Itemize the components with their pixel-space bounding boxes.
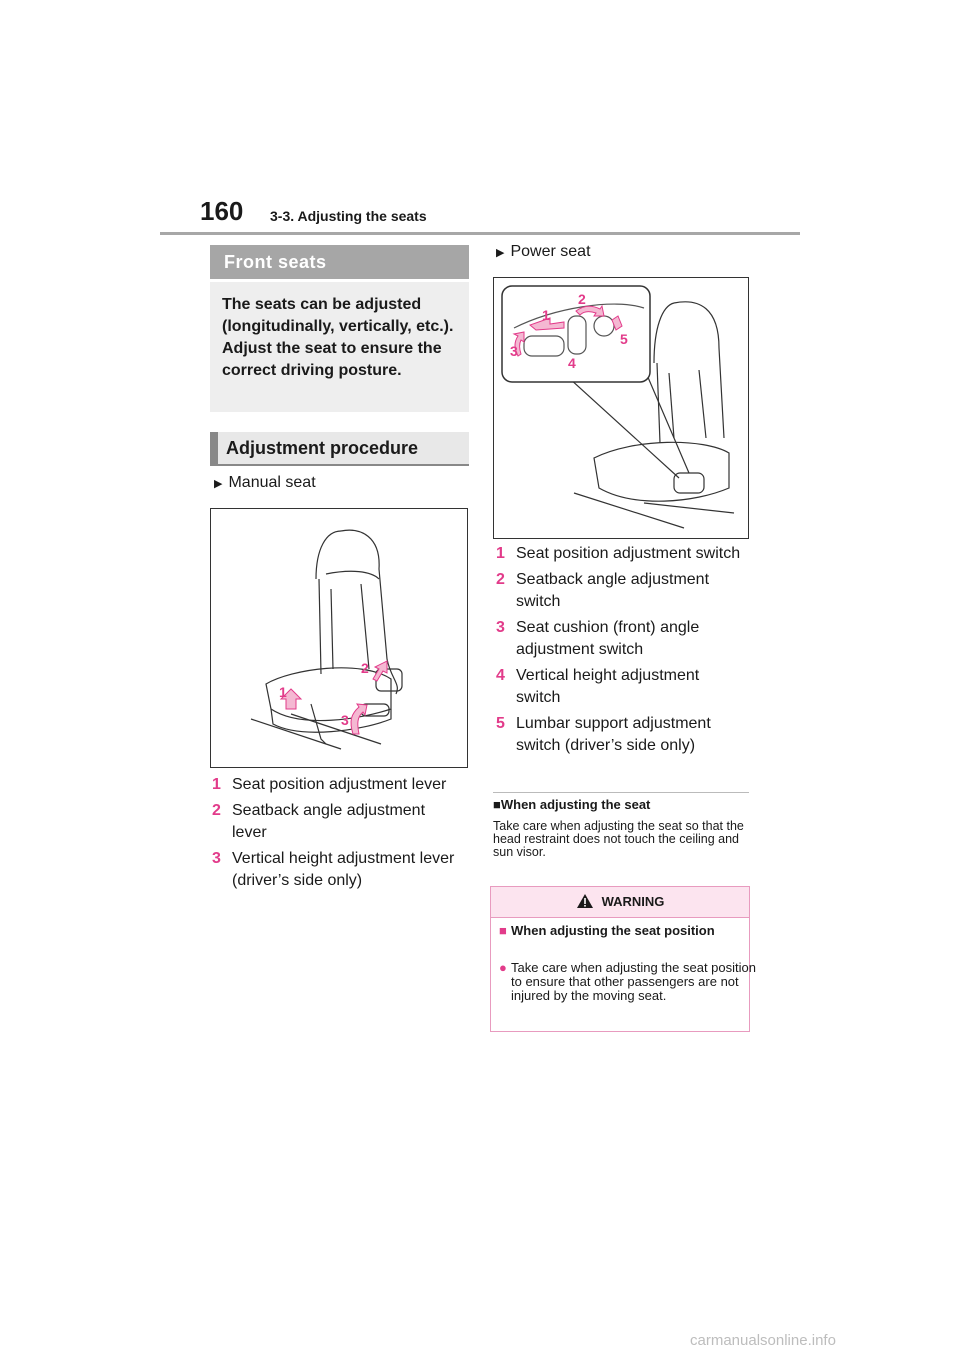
manual-seat-figure xyxy=(210,508,468,768)
manual-seat-label xyxy=(214,474,316,492)
note-heading-text: When adjusting the seat xyxy=(500,797,651,812)
item-number: 1 xyxy=(496,545,505,562)
list-item xyxy=(212,774,462,796)
item-text: Vertical height adjustment lever (driver’s side only) xyxy=(232,850,455,889)
power-callout-5: 5 xyxy=(620,331,628,347)
manual-seat-illustration xyxy=(211,509,467,767)
power-seat-list xyxy=(496,543,746,761)
manual-callout-2: 2 xyxy=(361,660,369,676)
manual-seat-list xyxy=(212,774,462,896)
warning-title: WARNING xyxy=(601,894,665,909)
list-item xyxy=(496,617,746,661)
triangle-bullet-icon: ▶ xyxy=(496,247,505,259)
front-seats-heading: Front seats xyxy=(210,245,469,279)
section-title: 3-3. Adjusting the seats xyxy=(270,208,427,224)
list-item xyxy=(496,569,746,613)
item-number: 4 xyxy=(496,667,505,684)
warning-subheading xyxy=(499,923,756,938)
item-text: Seatback angle adjustment switch xyxy=(516,571,710,610)
note-text: Take care when adjusting the seat so that the head restraint does not touch the ceiling and sun visor. xyxy=(493,819,744,859)
bullet-icon: ● xyxy=(499,960,507,975)
intro-box: The seats can be adjusted (longitudinally, vertically, etc.). Adjust the seat to ensure the correct driving posture. xyxy=(210,282,469,412)
item-number: 3 xyxy=(212,850,221,867)
item-text: Seatback angle adjustment lever xyxy=(232,802,426,841)
power-seat-illustration xyxy=(494,278,748,538)
item-text: Vertical height adjustment switch xyxy=(516,667,700,706)
item-text: Seat position adjustment switch xyxy=(516,545,741,562)
note-marker-icon: ■ xyxy=(493,797,501,812)
item-number: 2 xyxy=(212,802,221,819)
list-item xyxy=(496,665,746,709)
warning-text-body: Take care when adjusting the seat position to ensure that other passengers are not injured by the moving seat. xyxy=(511,960,756,1003)
power-callout-1: 1 xyxy=(542,307,550,323)
list-item xyxy=(496,713,746,757)
page-number: 160 xyxy=(200,196,244,226)
item-text: Lumbar support adjustment switch (driver’s side only) xyxy=(516,715,711,754)
manual-callout-1: 1 xyxy=(279,684,287,700)
warning-header xyxy=(491,887,749,918)
power-seat-label xyxy=(496,243,591,261)
list-item xyxy=(212,848,462,892)
warning-subheading-text: When adjusting the seat position xyxy=(511,923,715,938)
list-item xyxy=(496,543,746,565)
manual-callout-3: 3 xyxy=(341,712,349,728)
power-callout-2: 2 xyxy=(578,291,586,307)
adjustment-procedure-heading: Adjustment procedure xyxy=(210,432,469,466)
warning-triangle-icon xyxy=(576,893,594,909)
item-text: Seat position adjustment lever xyxy=(232,776,447,793)
note-heading xyxy=(493,797,650,812)
item-number: 5 xyxy=(496,715,505,732)
power-callout-4: 4 xyxy=(568,355,576,371)
power-seat-label-text: Power seat xyxy=(510,243,591,260)
item-text: Seat cushion (front) angle adjustment switch xyxy=(516,619,700,658)
power-callout-3: 3 xyxy=(510,343,518,359)
manual-seat-label-text: Manual seat xyxy=(228,474,316,491)
item-number: 3 xyxy=(496,619,505,636)
warning-sub-marker-icon: ■ xyxy=(499,923,507,938)
triangle-bullet-icon: ▶ xyxy=(214,478,223,490)
list-item xyxy=(212,800,462,844)
power-seat-figure xyxy=(493,277,749,539)
warning-box xyxy=(490,886,756,1032)
warning-text xyxy=(499,961,756,1003)
note-divider xyxy=(493,792,749,793)
watermark: carmanualsonline.info xyxy=(690,1332,836,1349)
header-divider xyxy=(160,232,800,235)
item-number: 2 xyxy=(496,571,505,588)
item-number: 1 xyxy=(212,776,221,793)
